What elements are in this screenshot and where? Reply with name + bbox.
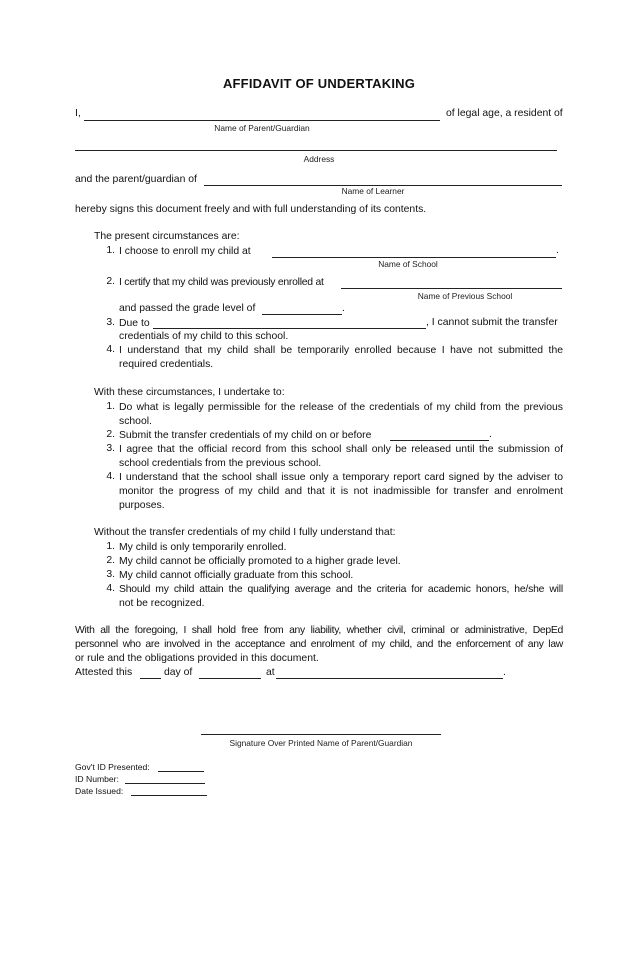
id-number-field[interactable] [125,783,205,784]
signature-caption: Signature Over Printed Name of Parent/Guardian [229,738,413,748]
parent-name-field[interactable] [84,120,440,121]
address-caption: Address [303,154,335,164]
date-issued-label: Date Issued: [75,786,124,796]
section1-item-1-end: . [556,245,559,256]
submission-date-field[interactable] [390,440,489,441]
date-issued-field[interactable] [131,795,207,796]
reason-field[interactable] [153,328,426,329]
affidavit-page: AFFIDAVIT OF UNDERTAKING I, of legal age, a resident of Name of Parent/Guardian Address and the parent/guardian of Name of Learner hereby signs this document freely and with full understanding of its contents. The present circumstances are: 1. I choose to enroll my child at . Name of School 2. I certify that my child was previously enrolled at Name of Previous School and passed the grade level of . 3. Due to , I cannot submit the transfer credentials of my child to this school. 4. I understand that my child shall be temporarily enrolled because I have not submitted the required credentials. With these circumstances, I undertake to: 1. Do what is legally permissible for the release of the credentials of my child from the previous school. 2. Submit the transfer credentials of my child on or before . 3. I agree that the official record from this school shall only be released until the submission of school credentials from the previous school. 4. I understand that the school shall issue only a temporary report card signed by the adviser to monitor the progress of my child and that it is not inadmissible for transfer and enrolment purposes. Without the transfer credentials of my child I fully understand that: 1. My child is only temporarily enrolled. 2. My child cannot be officially promoted to a higher grade level. 3. My child cannot officially graduate from this school. 4. Should my child attain the qualifying average and the criteria for academic honors, he/she will not be recognized. With all the foregoing, I shall hold free from any liability, whether civil, criminal or administrative, DepEd personnel who are involved in the acceptance and enrolment of my child, and the enforcement of any law or rule and the obligations provided in this document. Attested this day of at . Signature Over Printed Name of Parent/Guardian Gov't ID Presented: ID Number: Date Issued: [0,0,638,976]
parent-name-caption: Name of Parent/Guardian [214,123,310,133]
section2-heading: With these circumstances, I undertake to: [94,387,285,398]
previous-school-caption: Name of Previous School [417,291,513,301]
closing-line-3: or rule and the obligations provided in this document. [75,653,319,664]
attested-place-field[interactable] [276,678,503,679]
day-of-label: day of [164,667,193,678]
line3-prefix: and the parent/guardian of [75,174,197,185]
govt-id-label: Gov't ID Presented: [75,762,150,772]
signature-line[interactable] [201,734,441,735]
govt-id-field[interactable] [158,771,204,772]
school-name-field[interactable] [272,257,556,258]
line1-suffix: of legal age, a resident of [446,108,563,119]
line1-prefix: I, [75,108,81,119]
learner-name-caption: Name of Learner [341,186,405,196]
closing-line-1: With all the foregoing, I shall hold free from any liability, whether civil, criminal or administrative, DepEd [75,625,563,636]
section3-heading: Without the transfer credentials of my child I fully understand that: [94,527,396,538]
school-name-caption: Name of School [378,259,438,269]
id-number-label: ID Number: [75,774,119,784]
closing-line-2: personnel who are involved in the acceptance and enrolment of my child, and the enforcement of any law [75,639,563,650]
address-field[interactable] [75,150,557,151]
attested-label: Attested this [75,667,133,678]
previous-school-field[interactable] [341,288,562,289]
hereby-statement: hereby signs this document freely and with full understanding of its contents. [75,204,427,215]
at-label: at [266,667,275,678]
attested-month-field[interactable] [199,678,261,679]
attested-day-field[interactable] [140,678,161,679]
document-title: AFFIDAVIT OF UNDERTAKING [222,76,416,91]
grade-level-field[interactable] [262,314,342,315]
grade-level-label: and passed the grade level of [119,303,256,314]
section1-heading: The present circumstances are: [94,231,240,242]
